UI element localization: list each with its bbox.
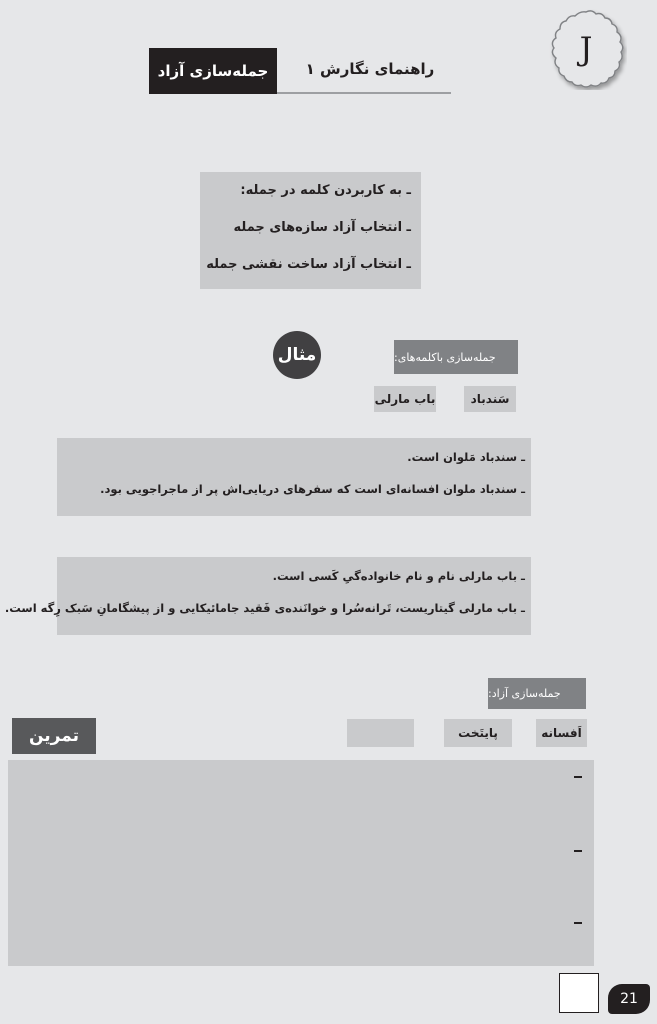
word-chip-text: باب مارلی [374,392,436,406]
checkbox-square[interactable] [559,973,599,1013]
page-number-badge [608,984,650,1014]
goal-item: ـ انتخاب آزاد ساخت نقشی جمله [206,257,411,272]
example-sentences-bob-marley [4,557,531,635]
example-badge [273,331,321,379]
exercise-tag-text: تمرین [28,726,80,746]
lesson-goals-box [200,172,421,289]
chapter-letter-badge [545,8,627,90]
word-chip-text: اَفسانه [541,726,582,740]
chapter-title-text: جمله‌سازی آزاد [157,62,269,80]
title-underline-divider [277,92,451,94]
example-badge-text: مثال [277,345,317,365]
example-instruction-text: جمله‌سازی باکلمه‌های: [394,350,496,364]
book-subtitle: راهنمای نگارش ۱ [305,60,435,78]
example-sentence: ـ سندباد مَلوان است. [407,450,525,464]
page-number: 21 [620,991,638,1007]
example-sentences-sindbad [57,438,531,516]
example-instruction-label [394,340,518,374]
goal-item: ـ انتخاب آزاد سازه‌های جمله [233,220,411,235]
word-chip-afsane [536,719,587,747]
word-chip-blank[interactable] [347,719,414,747]
word-chip-text: سَندباد [470,392,510,406]
answer-line-dash [574,922,582,924]
exercise-tag [12,718,96,754]
word-chip-paytakht [444,719,512,747]
exercise-instruction-text: جمله‌سازی آزاد: [488,687,561,700]
answer-line-dash [574,850,582,852]
answer-line-dash [574,776,582,778]
exercise-answer-area[interactable] [8,760,594,966]
goal-item: ـ به کاربردن کلمه در جمله: [240,183,411,198]
example-sentence: ـ سندباد ملوان افسانه‌ای است که سفرهای دریایی‌اش پر از ماجراجویی بود. [100,482,525,496]
chapter-letter: J [579,30,593,68]
word-chip-text: پایتَخت [458,726,498,740]
example-sentence: ـ باب مارلی گیتاریست، تَرانه‌سُرا و خوانَنده‌ی فَقید جامائیکایی و از پیشگامانِ سَبک رِگه است. [4,601,525,615]
word-chip-sindbad [464,386,516,412]
example-sentence: ـ باب مارلی نام و نام خانواده‌گیِ کَسی است. [272,569,525,583]
exercise-instruction-label [488,678,586,709]
word-chip-bob-marley [374,386,436,412]
chapter-title [149,48,277,94]
